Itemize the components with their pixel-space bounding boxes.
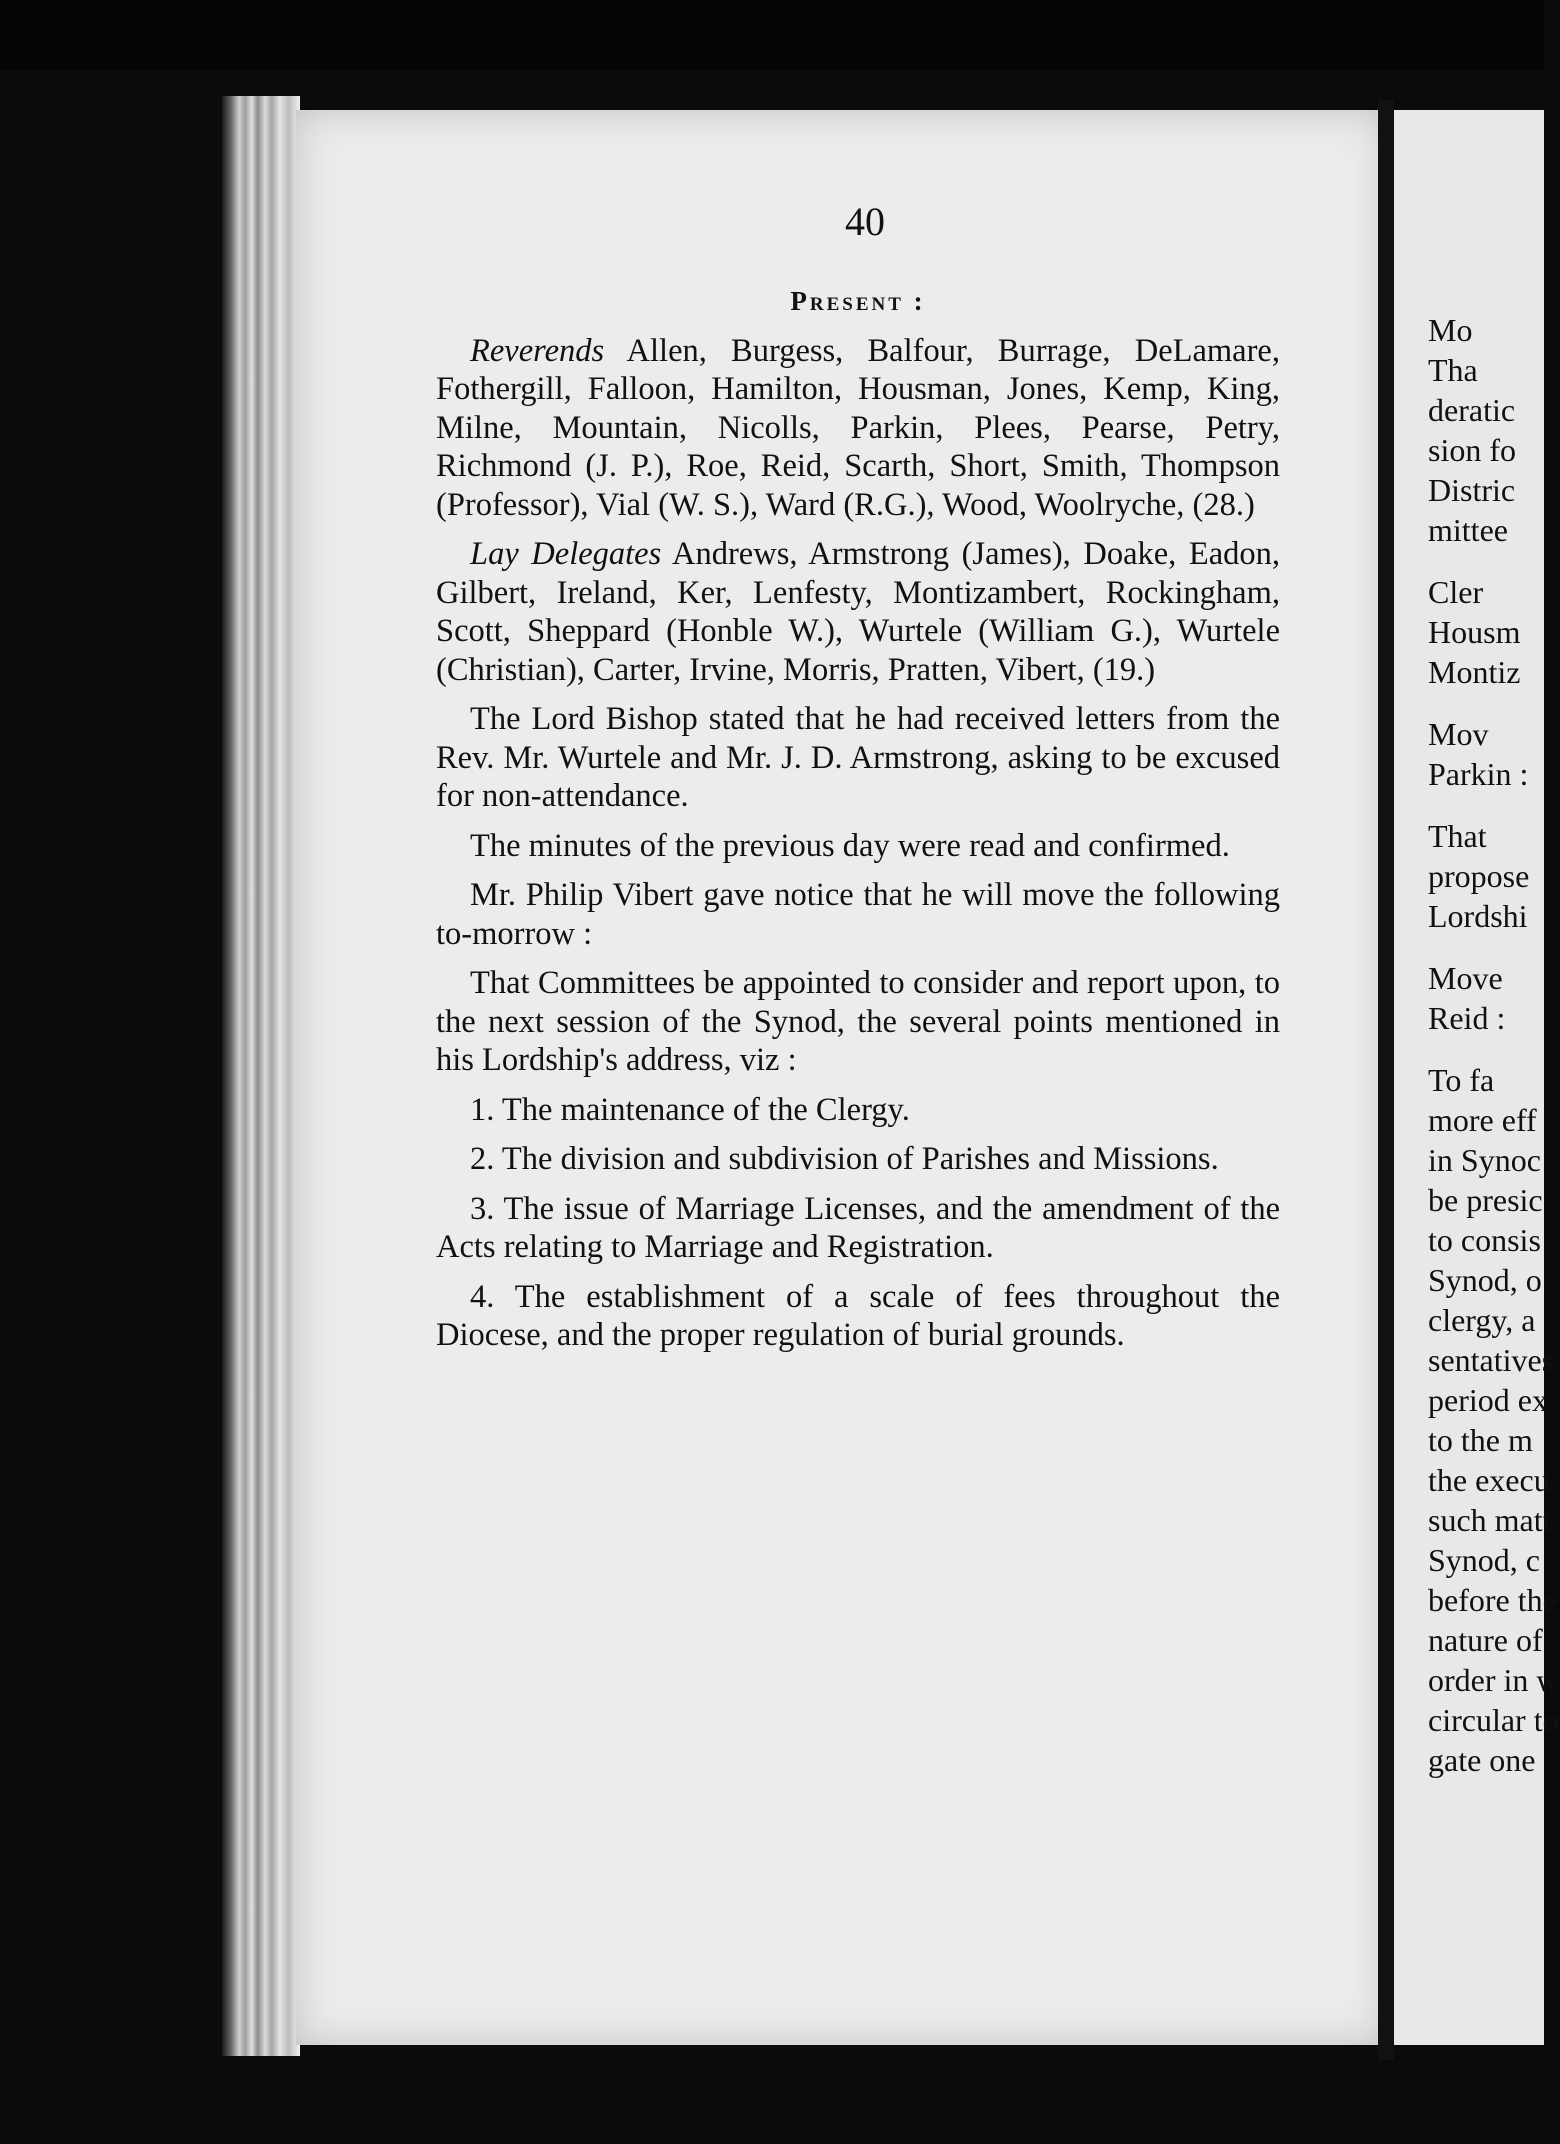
right-line: period ex	[1428, 1382, 1548, 1418]
present-heading: Present :	[790, 286, 926, 316]
spacer	[1428, 550, 1558, 572]
list-item: 1. The maintenance of the Clergy.	[470, 1091, 910, 1128]
right-line: Lordshi	[1428, 898, 1528, 934]
right-line: Reid :	[1428, 1000, 1506, 1036]
book-page-edges	[222, 96, 300, 2056]
lay-delegates-label: Lay Delegates	[470, 536, 662, 572]
right-line: Housm	[1428, 614, 1521, 650]
right-line: to the m	[1428, 1422, 1533, 1458]
right-line: Mov	[1428, 716, 1489, 752]
right-line: To fa	[1428, 1062, 1495, 1098]
right-line: in Synoc	[1428, 1142, 1541, 1178]
right-line: propose	[1428, 858, 1530, 894]
right-line: nature of	[1428, 1622, 1543, 1658]
right-line: That	[1428, 818, 1487, 854]
right-line: Montiz	[1428, 654, 1521, 690]
right-line: Cler	[1428, 574, 1484, 610]
reverends-list: Allen, Burgess, Balfour, Burrage, DeLamare, Fothergill, Falloon, Hamilton, Housman, Jones, Kemp, King, Milne, Mountain, Nicolls, Parkin, Plees, Pearse, Petry, Richmond (J. P.), Roe, Reid, Scarth, Short, Smith, Thompson (Professor), Vial (W. S.), Ward (R.G.), Wood, Woolryche, (28.)	[436, 332, 1280, 523]
spacer	[1428, 794, 1558, 816]
right-line: before the	[1428, 1582, 1557, 1618]
spacer	[1428, 1038, 1558, 1060]
right-line: sion fo	[1428, 432, 1516, 468]
right-line: the execu	[1428, 1462, 1550, 1498]
scan-border	[0, 0, 1544, 70]
minutes-paragraph: The minutes of the previous day were read and confirmed.	[470, 827, 1230, 864]
reverends-paragraph	[436, 332, 1280, 525]
spacer	[1428, 692, 1558, 714]
right-line: be presic	[1428, 1182, 1543, 1218]
page-text	[436, 282, 1280, 1366]
book-gutter	[1378, 100, 1394, 2060]
spacer	[1428, 936, 1558, 958]
right-line: order in w	[1428, 1662, 1560, 1698]
right-line: clergy, a	[1428, 1302, 1536, 1338]
right-line: sentatives	[1428, 1342, 1555, 1378]
bishop-paragraph: The Lord Bishop stated that he had received letters from the Rev. Mr. Wurtele and Mr. J. D. Armstrong, asking to be excused for non-attendance.	[436, 701, 1280, 814]
lay-delegates-paragraph	[436, 535, 1280, 689]
right-line: Tha	[1428, 352, 1478, 388]
reverends-label: Reverends	[470, 332, 605, 369]
lay-delegates-list: Andrews, Armstrong (James), Doake, Eadon, Gilbert, Ireland, Ker, Lenfesty, Montizambert, Rockingham, Scott, Sheppard (Honble W.), Wurtele (William G.), Wurtele (Christian), Carter, Irvine, Morris, Pratten, Vibert, (19.)	[436, 536, 1280, 688]
right-line: such matt	[1428, 1502, 1552, 1538]
notice-paragraph: Mr. Philip Vibert gave notice that he will move the following to-morrow :	[436, 877, 1280, 952]
right-line: Synod, o	[1428, 1262, 1542, 1298]
right-line: gate one	[1428, 1742, 1536, 1778]
right-line: Synod, c	[1428, 1542, 1540, 1578]
right-line: Move	[1428, 960, 1503, 996]
page-number: 40	[845, 199, 885, 244]
right-line: to consis	[1428, 1222, 1541, 1258]
right-line: more eff	[1428, 1102, 1537, 1138]
list-item: 4. The establishment of a scale of fees throughout the Diocese, and the proper regulation of burial grounds.	[436, 1278, 1280, 1353]
right-line: Distric	[1428, 472, 1516, 508]
right-line: Parkin :	[1428, 756, 1529, 792]
right-page-text	[1428, 310, 1558, 1780]
list-item: 2. The division and subdivision of Parishes and Missions.	[470, 1141, 1219, 1177]
committees-paragraph: That Committees be appointed to consider and report upon, to the next session of the Synod, the several points mentioned in his Lordship's address, viz :	[436, 965, 1280, 1078]
right-line: deratic	[1428, 392, 1516, 428]
right-line: Mo	[1428, 312, 1473, 348]
right-line: mittee	[1428, 512, 1508, 548]
list-item: 3. The issue of Marriage Licenses, and the amendment of the Acts relating to Marriage and Registration.	[436, 1190, 1280, 1265]
right-line: circular to	[1428, 1702, 1559, 1738]
